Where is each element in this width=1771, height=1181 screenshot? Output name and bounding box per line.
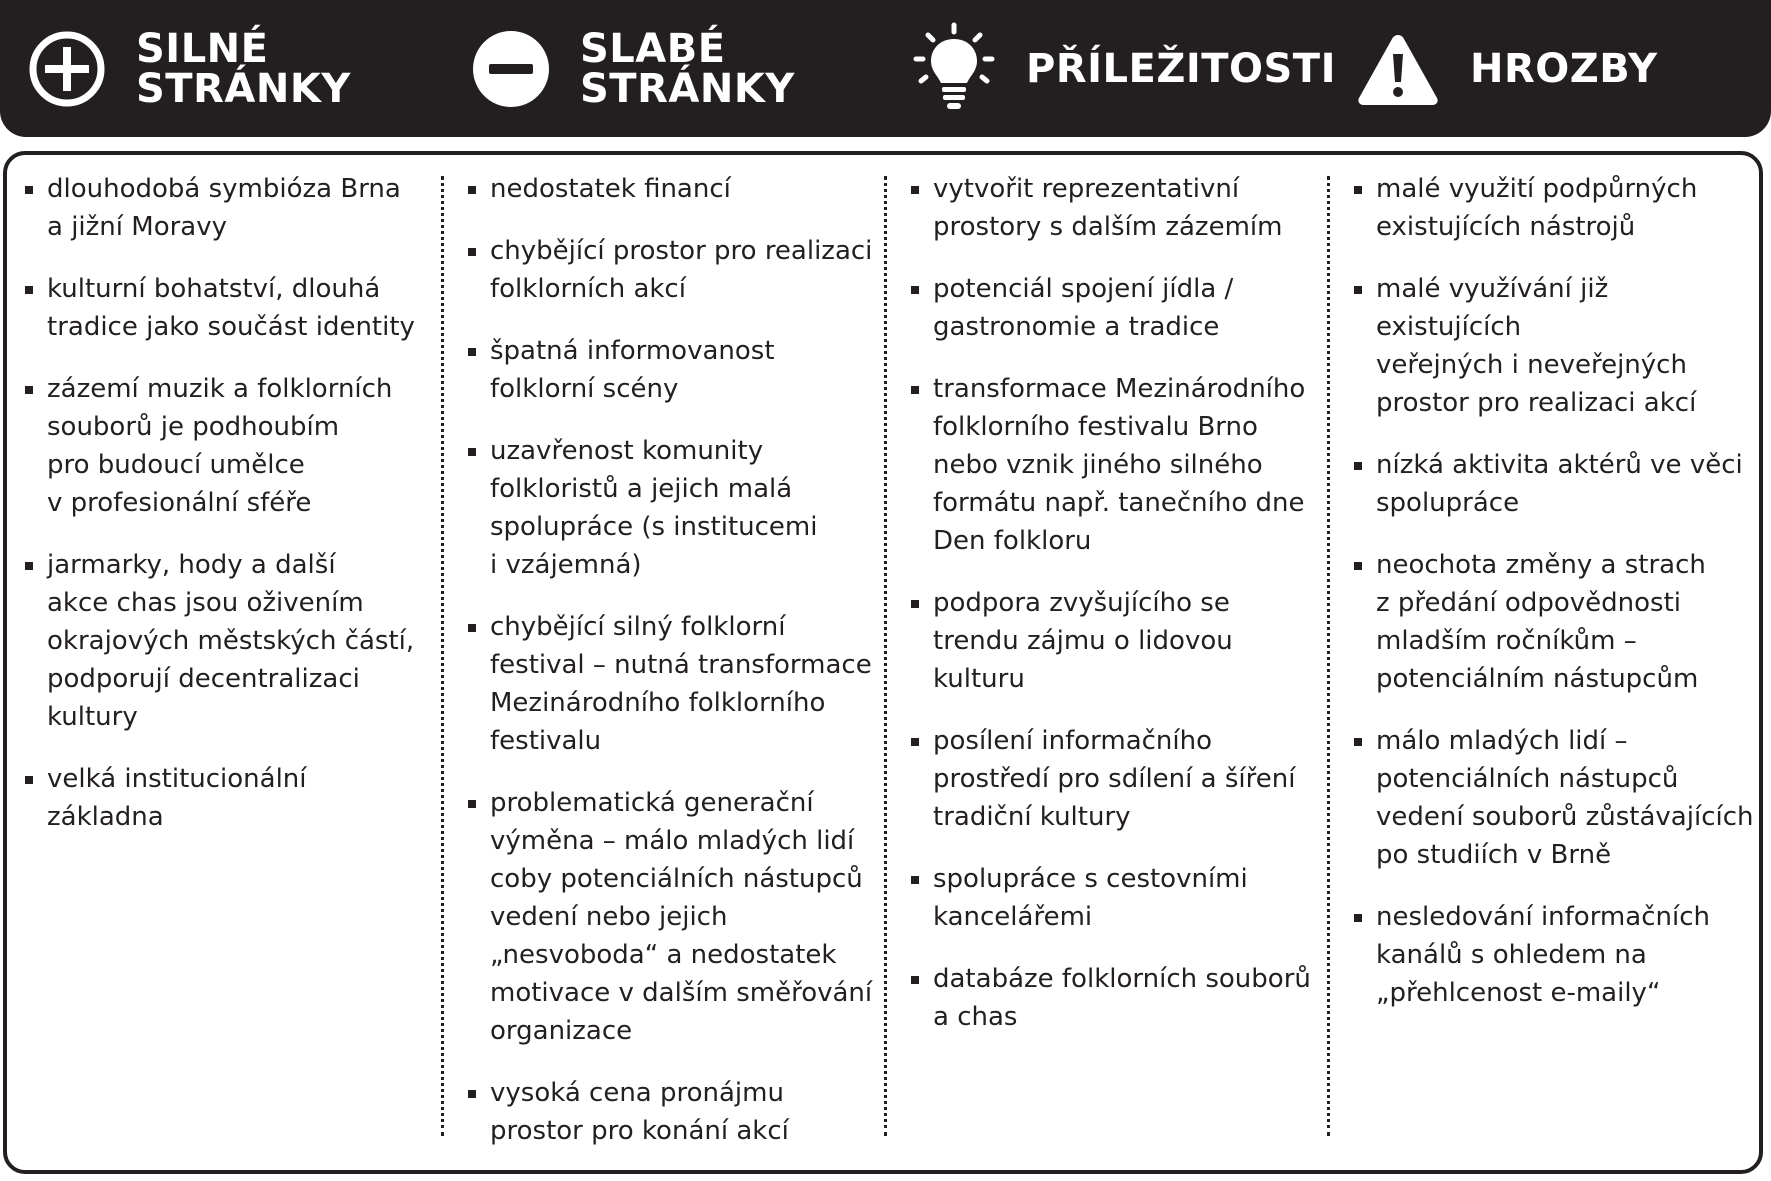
list-item-text: podpora zvyšujícího se trendu zájmu o lidovou kulturu	[933, 588, 1233, 694]
list-item	[468, 170, 873, 208]
header-opportunities	[912, 0, 1336, 137]
bullet-icon	[1354, 286, 1362, 294]
list-item-text: nedostatek financí	[490, 174, 731, 204]
bullet-icon	[1354, 738, 1362, 746]
list-item-text: zázemí muzik a folklorních souborů je podhoubím pro budoucí umělce v profesionální sféře	[47, 374, 393, 518]
list-item	[1354, 546, 1759, 698]
bullet-icon	[468, 800, 476, 808]
header-strengths	[28, 0, 351, 137]
opportunities-list	[911, 170, 1316, 1036]
plus-circle-icon	[28, 30, 106, 108]
bullet-icon	[911, 876, 919, 884]
lightbulb-icon	[912, 21, 996, 117]
list-item-text: malé využití podpůrných existujících nástrojů	[1376, 174, 1698, 242]
bullet-icon	[911, 186, 919, 194]
bullet-icon	[468, 448, 476, 456]
list-item	[25, 270, 430, 346]
bullet-icon	[911, 386, 919, 394]
warning-triangle-icon	[1356, 32, 1440, 106]
header-opportunities-line1: PŘÍLEŽITOSTI	[1026, 45, 1336, 92]
header-weaknesses	[472, 0, 795, 137]
header-strengths-line1: SILNÉ	[136, 25, 269, 72]
bullet-icon	[1354, 186, 1362, 194]
strengths-column	[25, 170, 430, 860]
list-item	[25, 546, 430, 736]
header-threats-line1: HROZBY	[1470, 45, 1658, 92]
list-item	[468, 784, 873, 1050]
bullet-icon	[1354, 462, 1362, 470]
column-divider	[884, 176, 887, 1136]
list-item-text: nesledování informačních kanálů s ohledem na „přehlcenost e-maily“	[1376, 902, 1710, 1008]
header-opportunities-title	[1026, 45, 1336, 92]
weaknesses-list	[468, 170, 873, 1150]
list-item-text: vysoká cena pronájmu prostor pro konání akcí	[490, 1078, 789, 1146]
list-item	[468, 608, 873, 760]
list-item	[911, 370, 1316, 560]
bullet-icon	[468, 186, 476, 194]
list-item	[1354, 170, 1759, 246]
bullet-icon	[25, 286, 33, 294]
opportunities-column	[911, 170, 1316, 1060]
list-item-text: malé využívání již existujících veřejných i neveřejných prostor pro realizaci akcí	[1376, 274, 1697, 418]
header-threats-title	[1470, 45, 1658, 92]
bullet-icon	[911, 600, 919, 608]
header-weaknesses-title	[580, 25, 795, 112]
list-item-text: databáze folklorních souborů a chas	[933, 964, 1311, 1032]
list-item-text: málo mladých lidí – potenciálních nástupců vedení souborů zůstávajících po studiích v Brně	[1376, 726, 1754, 870]
list-item-text: velká institucionální základna	[47, 764, 307, 832]
bullet-icon	[1354, 914, 1362, 922]
bullet-icon	[911, 738, 919, 746]
list-item-text: jarmarky, hody a další akce chas jsou oživením okrajových městských částí, podporují decentralizaci kultury	[47, 550, 415, 732]
bullet-icon	[25, 186, 33, 194]
bullet-icon	[468, 248, 476, 256]
list-item	[911, 584, 1316, 698]
list-item	[911, 722, 1316, 836]
list-item	[25, 760, 430, 836]
list-item	[911, 270, 1316, 346]
column-divider	[441, 176, 444, 1136]
list-item-text: chybějící prostor pro realizaci folklorních akcí	[490, 236, 873, 304]
header-threats	[1356, 0, 1658, 137]
list-item-text: uzavřenost komunity folkloristů a jejich malá spolupráce (s institucemi i vzájemná)	[490, 436, 818, 580]
list-item	[911, 860, 1316, 936]
list-item	[25, 370, 430, 522]
header-strengths-title	[136, 25, 351, 112]
column-divider	[1327, 176, 1330, 1136]
bullet-icon	[468, 1090, 476, 1098]
list-item	[468, 1074, 873, 1150]
list-item-text: vytvořit reprezentativní prostory s dalším zázemím	[933, 174, 1283, 242]
list-item	[1354, 446, 1759, 522]
list-item-text: potenciál spojení jídla / gastronomie a tradice	[933, 274, 1234, 342]
bullet-icon	[468, 348, 476, 356]
list-item-text: neochota změny a strach z předání odpovědnosti mladším ročníkům – potenciálním nástupcům	[1376, 550, 1706, 694]
bullet-icon	[25, 562, 33, 570]
list-item-text: spolupráce s cestovními kancelářemi	[933, 864, 1248, 932]
header-weaknesses-line2: STRÁNKY	[580, 65, 795, 112]
list-item-text: problematická generační výměna – málo mladých lidí coby potenciálních nástupců vedení nebo jejich „nesvoboda“ a nedostatek motivace v dalším směřování organizace	[490, 788, 873, 1046]
bullet-icon	[25, 776, 33, 784]
bullet-icon	[25, 386, 33, 394]
list-item	[1354, 270, 1759, 422]
strengths-list	[25, 170, 430, 836]
list-item-text: chybějící silný folklorní festival – nutná transformace Mezinárodního folklorního festivalu	[490, 612, 872, 756]
threats-list	[1354, 170, 1759, 1012]
list-item	[1354, 722, 1759, 874]
header-strengths-line2: STRÁNKY	[136, 65, 351, 112]
list-item-text: transformace Mezinárodního folklorního festivalu Brno nebo vznik jiného silného formátu např. tanečního dne Den folkloru	[933, 374, 1306, 556]
bullet-icon	[911, 976, 919, 984]
weaknesses-column	[468, 170, 873, 1174]
list-item	[468, 332, 873, 408]
list-item-text: nízká aktivita aktérů ve věci spolupráce	[1376, 450, 1743, 518]
swot-header-bar	[0, 0, 1771, 137]
list-item	[25, 170, 430, 246]
list-item	[1354, 898, 1759, 1012]
list-item	[911, 960, 1316, 1036]
list-item-text: posílení informačního prostředí pro sdílení a šíření tradiční kultury	[933, 726, 1296, 832]
list-item	[468, 232, 873, 308]
minus-circle-icon	[472, 30, 550, 108]
list-item	[468, 432, 873, 584]
header-weaknesses-line1: SLABÉ	[580, 25, 726, 72]
threats-column	[1354, 170, 1759, 1036]
list-item-text: špatná informovanost folklorní scény	[490, 336, 775, 404]
list-item	[911, 170, 1316, 246]
bullet-icon	[1354, 562, 1362, 570]
list-item-text: kulturní bohatství, dlouhá tradice jako součást identity	[47, 274, 415, 342]
bullet-icon	[468, 624, 476, 632]
bullet-icon	[911, 286, 919, 294]
list-item-text: dlouhodobá symbióza Brna a jižní Moravy	[47, 174, 401, 242]
